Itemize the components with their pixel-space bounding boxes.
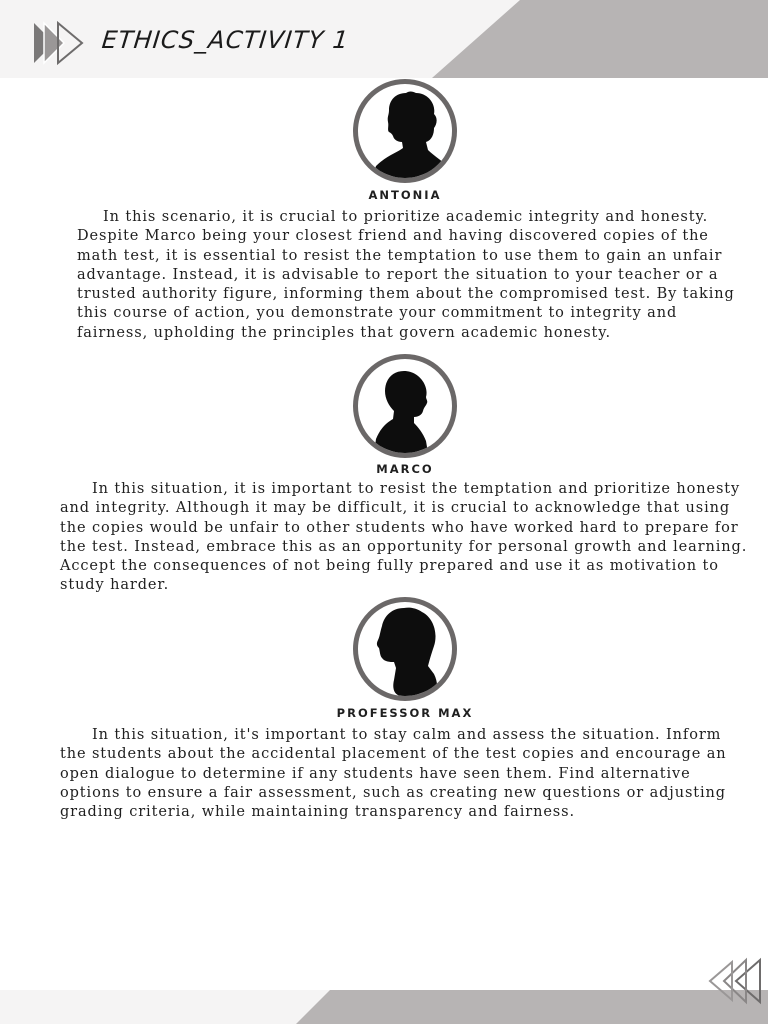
name-label-professor-max: PROFESSOR MAX (336, 706, 474, 720)
marco-avatar (353, 354, 457, 458)
double-arrow-left-icon (706, 957, 762, 1005)
antonia-response: In this scenario, it is crucial to prioritize academic integrity and honesty. Despite Marco being your closest friend and having discovered copies of the math test, it is essential to resist the temptation to use them to gain an unfair advantage. Instead, it is advisable to report the situation to your teacher or a trusted authority figure, informing them about the compromised test. By taking this course of action, you demonstrate your commitment to integrity and fairness, upholding the principles that govern academic honesty. (77, 209, 735, 341)
boy-silhouette-icon (358, 359, 452, 453)
man-silhouette-icon (358, 602, 452, 696)
page-title: ETHICS_ACTIVITY 1 (100, 26, 351, 54)
name-label-marco: MARCO (376, 462, 434, 476)
antonia-avatar (353, 79, 457, 183)
name-label-antonia: ANTONIA (368, 188, 442, 202)
marco-response: In this situation, it is important to resist the temptation and prioritize honesty and integrity. Although it may be difficult, it is crucial to acknowledge that using the copies would be unfair to other students who have worked hard to prepare for the test. Instead, embrace this as an opportunity for personal growth and learning. Accept the consequences of not being fully prepared and use it as motivation to study harder. (60, 481, 748, 594)
woman-silhouette-icon (358, 84, 452, 178)
professor-max-response: In this situation, it's important to stay calm and assess the situation. Inform the students about the accidental placement of the test copies and encourage an open dialogue to determine if any students have seen them. Find alternative options to ensure a fair assessment, such as creating new questions or adjusting grading criteria, while maintaining transparency and fairness. (60, 727, 727, 821)
double-arrow-right-icon (32, 20, 88, 66)
professor-max-avatar (353, 597, 457, 701)
footer-wedge (0, 990, 768, 1024)
